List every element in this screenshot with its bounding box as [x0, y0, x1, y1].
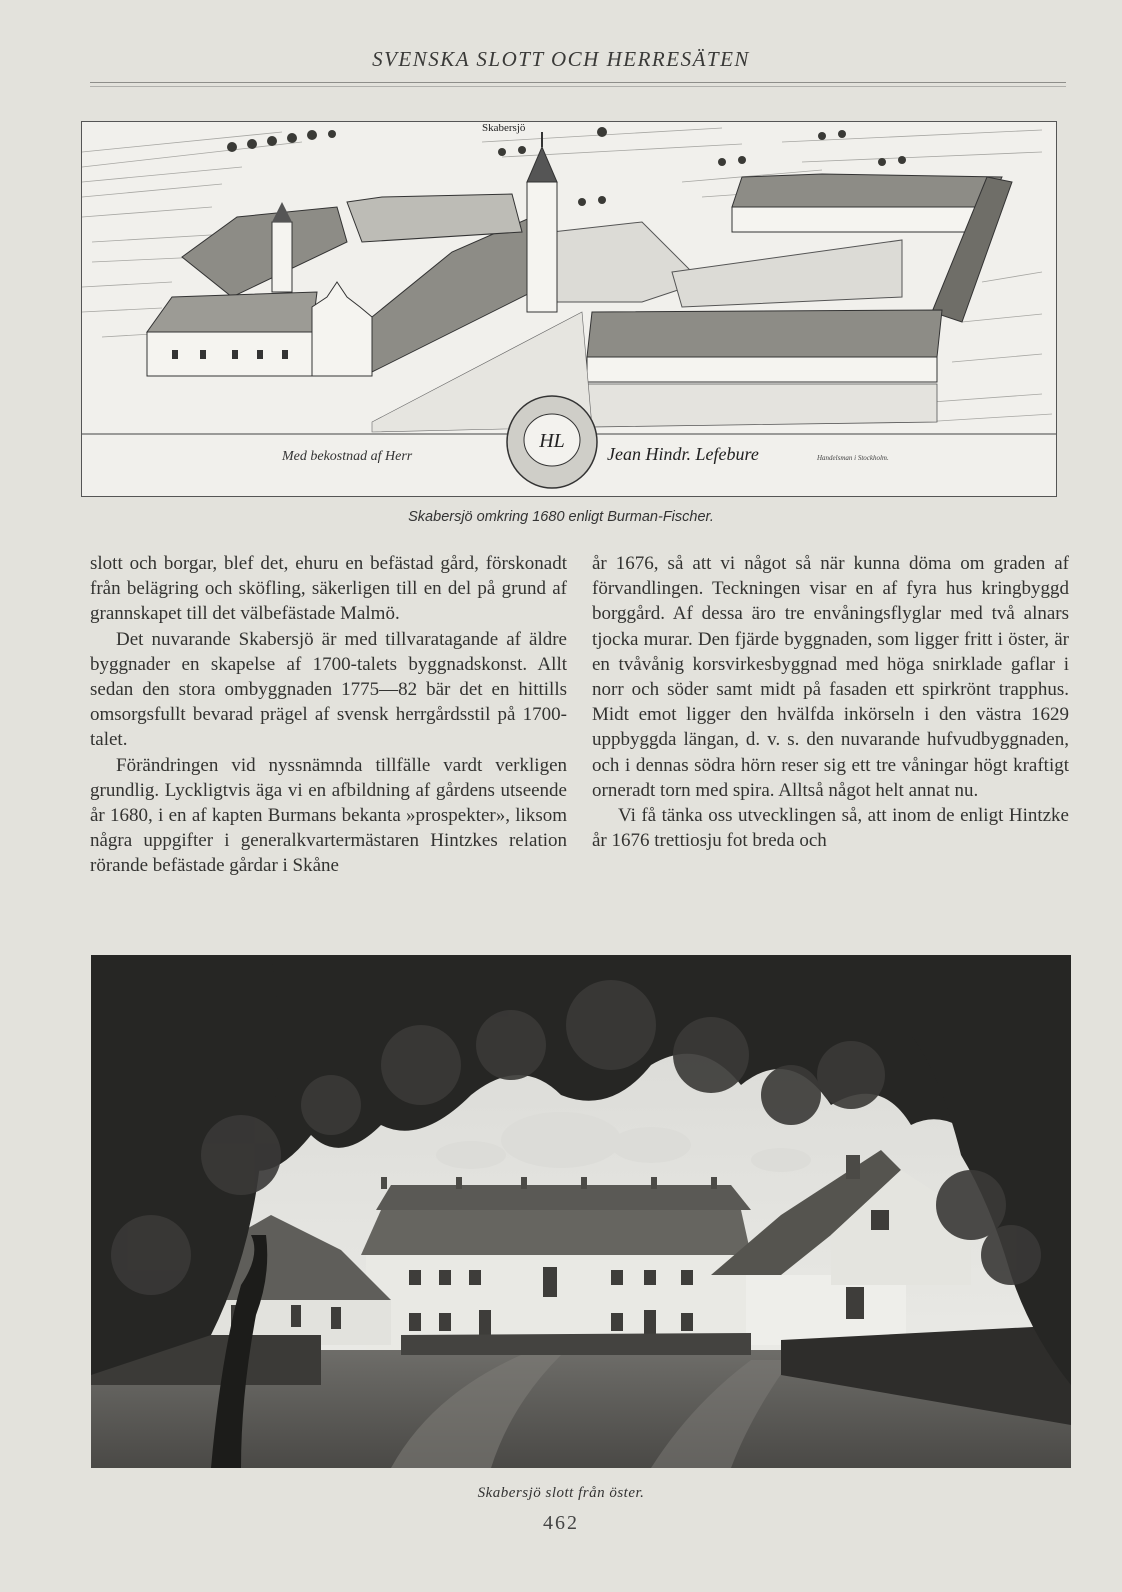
caption-photograph: Skabersjö slott från öster.: [477, 1485, 645, 1501]
paragraph: Det nuvarande Skabersjö är med tillvaratagande af äldre byggnader en skapelse af 1700-talets byggnadskonst. Allt sedan den stora ombyggnaden 1775—82 bär det en hittills omsorgsfullt bevarad prägel af svensk herrgårdsstil på 1700-talet.: [90, 628, 567, 751]
caption-engraving: Skabersjö omkring 1680 enligt Burman-Fischer.: [408, 509, 714, 525]
paragraph: slott och borgar, blef det, ehuru en befästad gård, förskonadt från belägring och sköfling, säkerligen till en del på grund af grannskapet till det välbefästade Malmö.: [90, 553, 567, 625]
photograph-skabersjo-from-east: [91, 955, 1071, 1468]
svg-text:HL: HL: [539, 430, 565, 452]
paragraph: Förändringen vid nyssnämnda tillfälle vardt verkligen grundlig. Lyckligtvis äga vi en afbildning af gårdens utseende år 1680, i en af kapten Burmans bekanta »prospekter», liksom några uppgifter i generalkvartermästaren Hintzkes relation rörande befästade gårdar i Skåne: [90, 754, 567, 877]
engraving-inscription-small: Handelsman i Stockholm.: [817, 454, 889, 462]
paragraph: år 1676, så att vi något så när kunna döma om graden af förvandlingen. Teckningen visar en af fyra hus kringbyggd borggård. Af dessa äro tre envåningsflyglar med två alnars tjocka murar. Den fjärde byggnaden, som ligger fritt i öster, är en tvåvånig korsvirkesbyggnad med höga snirklade gaflar i norr och söder samt midt på fasaden ett spirkrönt trapphus. Midt emot ligger den hvälfda inkörseln i den västra 1629 uppbyggda längan, d. v. s. den nuvarande hufvudbyggnaden, och i dennas södra hörn reser sig ett tre våningar högt kraftigt orneradt torn med spira. Alltså något helt annat nu.: [592, 553, 1069, 801]
engraving-illustration: [81, 121, 1057, 497]
left-text-column: [90, 551, 567, 879]
engraving-top-label: Skabersjö: [482, 122, 526, 134]
right-text-column: [592, 551, 1069, 853]
page-number: 462: [543, 1512, 579, 1534]
engraving-inscription-left: Med bekostnad af Herr: [282, 449, 413, 464]
engraving-inscription-right: Jean Hindr. Lefebure: [607, 444, 759, 464]
paragraph: Vi få tänka oss utvecklingen så, att inom de enligt Hintzke år 1676 trettiosju fot breda och: [592, 805, 1069, 852]
header-rule: [90, 82, 1066, 87]
running-head: SVENSKA SLOTT OCH HERRESÄTEN: [372, 47, 750, 71]
